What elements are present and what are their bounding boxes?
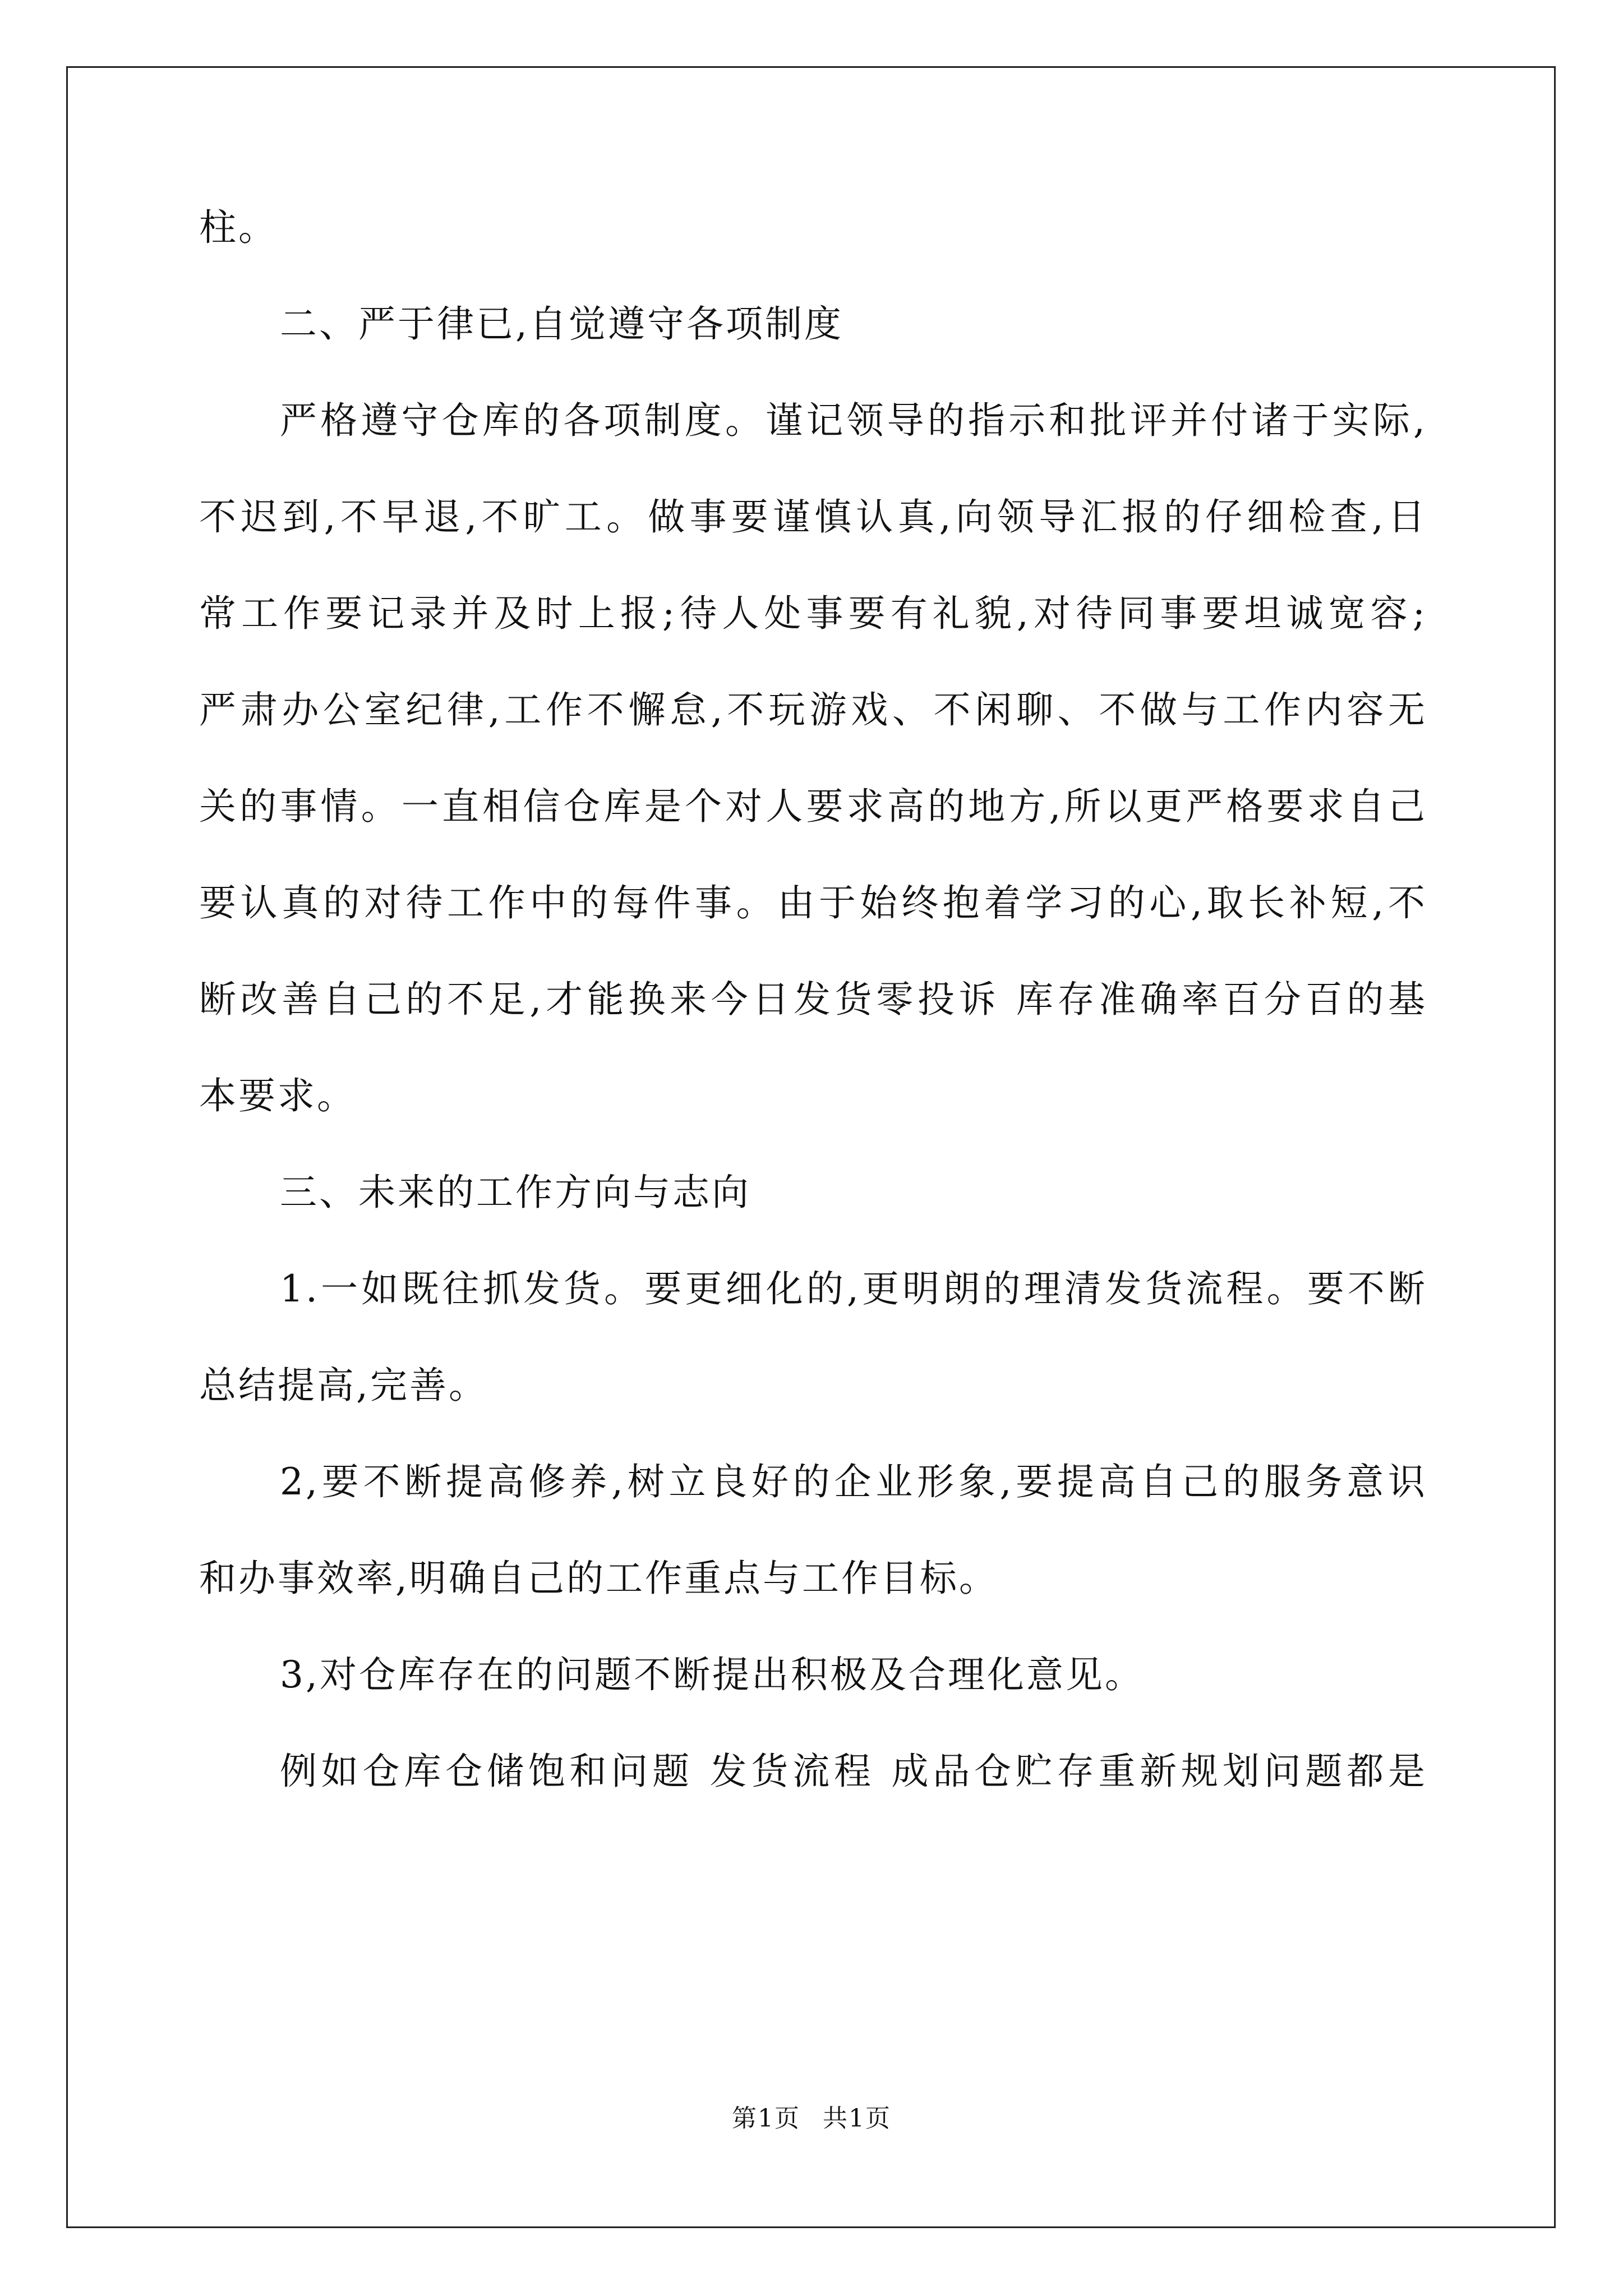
paragraph-line: 关的事情。一直相信仓库是个对人要求高的地方,所以更严格要求自己	[199, 785, 1427, 828]
section-heading: 三、未来的工作方向与志向	[280, 1171, 751, 1214]
paragraph-line: 例如仓库仓储饱和问题 发货流程 成品仓贮存重新规划问题都是	[280, 1750, 1427, 1793]
page-footer	[0, 2105, 1623, 2133]
list-item-line: 3,对仓库存在的问题不断提出积极及合理化意见。	[280, 1653, 1144, 1696]
paragraph-line: 本要求。	[199, 1074, 356, 1117]
page-total: 共1页	[823, 2104, 891, 2133]
text-line: 柱。	[199, 206, 278, 249]
list-item-line: 1.一如既往抓发货。要更细化的,更明朗的理清发货流程。要不断	[280, 1267, 1427, 1310]
paragraph-line: 严肃办公室纪律,工作不懈怠,不玩游戏、不闲聊、不做与工作内容无	[199, 688, 1427, 731]
section-heading: 二、严于律已,自觉遵守各项制度	[280, 302, 843, 346]
document-body	[199, 208, 1427, 1848]
list-item-line: 2,要不断提高修养,树立良好的企业形象,要提高自己的服务意识	[280, 1460, 1427, 1503]
paragraph-line: 不迟到,不早退,不旷工。做事要谨慎认真,向领导汇报的仔细检查,日	[199, 495, 1427, 539]
paragraph-line: 严格遵守仓库的各项制度。谨记领导的指示和批评并付诸于实际,	[280, 399, 1427, 442]
paragraph-line: 常工作要记录并及时上报;待人处事要有礼貌,对待同事要坦诚宽容;	[199, 592, 1427, 635]
paragraph-line: 要认真的对待工作中的每件事。由于始终抱着学习的心,取长补短,不	[199, 881, 1427, 924]
list-item-line: 总结提高,完善。	[199, 1364, 488, 1407]
list-item-line: 和办事效率,明确自己的工作重点与工作目标。	[199, 1557, 998, 1600]
page-number: 第1页	[732, 2104, 800, 2133]
paragraph-line: 断改善自己的不足,才能换来今日发货零投诉 库存准确率百分百的基	[199, 978, 1427, 1021]
